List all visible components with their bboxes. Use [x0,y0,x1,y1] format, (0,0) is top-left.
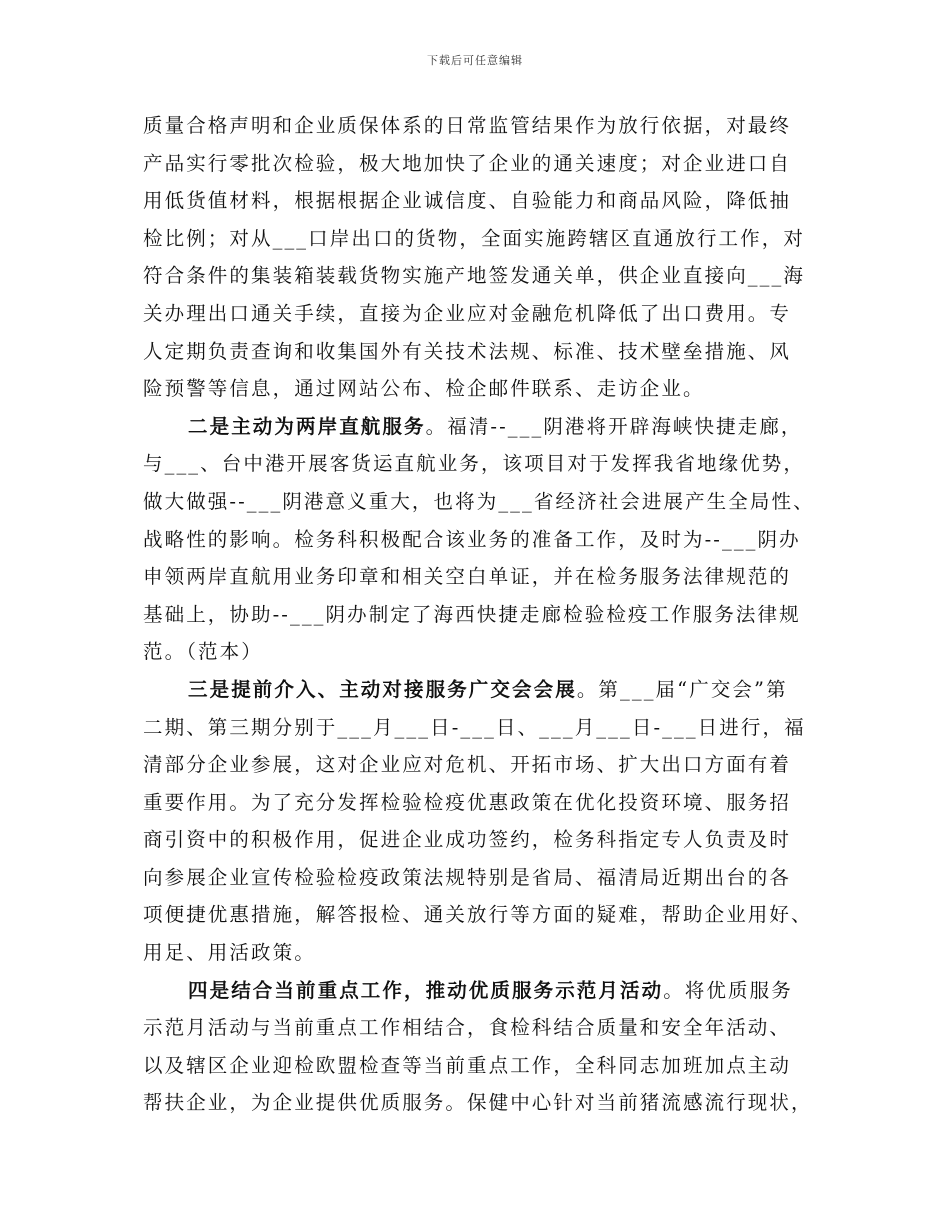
body-line [143,145,823,183]
paragraph-heading-line [143,972,823,1010]
line-text: 产品实行零批次检验，极大地加快了企业的通关速度；对企业进口自 [143,151,792,175]
line-text: 战略性的影响。检务科积极配合该业务的准备工作，及时为--___阴办 [143,527,801,551]
page-header: 下载后可任意编辑 [427,54,523,67]
line-text: 二期、第三期分别于___月___日-___日、___月___日-___日进行，福 [143,715,806,739]
body-line [143,1009,823,1047]
body-line [143,633,823,671]
body-line [143,220,823,258]
body-line [143,934,823,972]
line-text: 质量合格声明和企业质保体系的日常监管结果作为放行依据，对最终 [143,114,792,137]
line-text: 。第___届“广交会”第 [576,677,788,701]
line-text: 检比例；对从___口岸出口的货物，全面实施跨辖区直通放行工作，对 [143,226,805,250]
paragraph-heading-line [143,671,823,709]
paragraph-heading-line [143,408,823,446]
paragraph-heading: 二是主动为两岸直航服务 [188,414,426,438]
body-line [143,859,823,897]
line-text: 商引资中的积极作用，促进企业成功签约，检务科指定专人负责及时 [143,828,792,852]
line-text: 。将优质服务 [663,978,793,1002]
body-line [143,257,823,295]
line-text: 帮扶企业，为企业提供优质服务。保健中心针对当前猪流感流行现状， [143,1091,813,1115]
line-text: 与___、台中港开展客货运直航业务，该项目对于发挥我省地缘优势， [143,452,805,476]
body-line [143,821,823,859]
body-line [143,333,823,371]
line-text: 向参展企业宣传检验检疫政策法规特别是省局、福清局近期出台的各 [143,865,792,889]
line-text: 做大做强--___阴港意义重大，也将为___省经济社会进展产生全局性、 [143,489,815,513]
body-line [143,596,823,634]
body-line [143,896,823,934]
line-text: 人定期负责查询和收集国外有关技术法规、标准、技术壁垒措施、风 [143,339,792,363]
body-line [143,182,823,220]
body-line [143,295,823,333]
body-line [143,1084,823,1122]
line-text: 申领两岸直航用业务印章和相关空白单证，并在检务服务法律规范的 [143,565,792,589]
line-text: 。福清--___阴港将开辟海峡快捷走廊， [425,414,803,438]
line-text: 符合条件的集装箱装载货物实施产地签发通关单，供企业直接向___海 [143,264,805,288]
body-line [143,746,823,784]
line-text: 重要作用。为了充分发挥检验检疫优惠政策在优化投资环境、服务招 [143,790,792,814]
line-text: 基础上，协助--___阴办制定了海西快捷走廊检验检疫工作服务法律规 [143,602,801,626]
line-text: 项便捷优惠措施，解答报检、通关放行等方面的疑难，帮助企业用好、 [143,903,813,927]
line-text: 险预警等信息，通过网站公布、检企邮件联系、走访企业。 [143,377,705,401]
body-line [143,483,823,521]
body-line [143,1047,823,1085]
line-text: 清部分企业参展，这对企业应对危机、开拓市场、扩大出口方面有着 [143,753,792,777]
line-text: 以及辖区企业迎检欧盟检查等当前重点工作，全科同志加班加点主动 [143,1053,792,1077]
body-line [143,521,823,559]
body-line [143,445,823,483]
line-text: 关办理出口通关手续，直接为企业应对金融危机降低了出口费用。专 [143,301,792,325]
line-text: 示范月活动与当前重点工作相结合，食检科结合质量和安全年活动、 [143,1016,792,1040]
line-text: 范。（范本） [143,640,263,664]
body-line [143,370,823,408]
document-body [143,107,823,1122]
line-text: 用足、用活政策。 [143,941,316,965]
body-line [143,558,823,596]
paragraph-heading: 四是结合当前重点工作，推动优质服务示范月活动 [188,978,664,1002]
body-line [143,107,823,145]
line-text: 用低货值材料，根据根据企业诚信度、自验能力和商品风险，降低抽 [143,189,792,213]
paragraph-heading: 三是提前介入、主动对接服务广交会会展 [188,677,577,701]
body-line [143,784,823,822]
body-line [143,709,823,747]
